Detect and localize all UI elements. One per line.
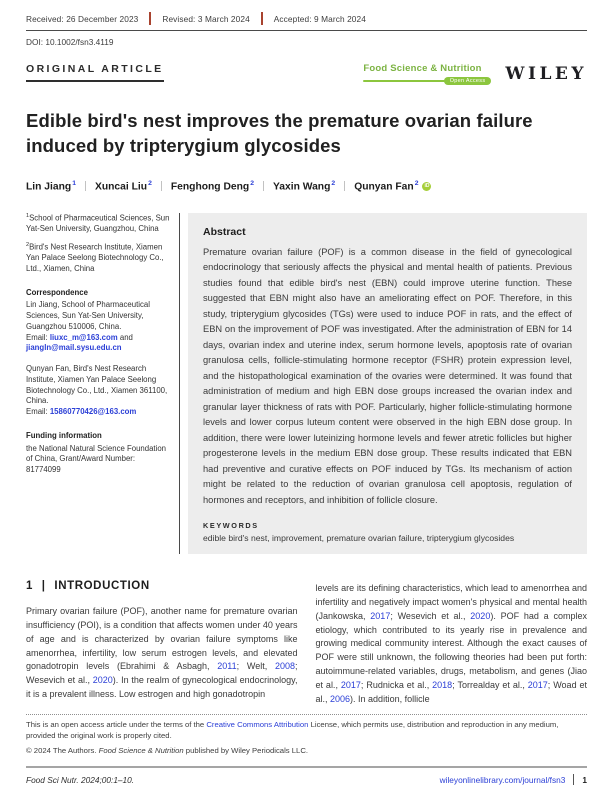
page-number: 1 <box>582 774 587 785</box>
correspondence-heading: Correspondence <box>26 287 88 297</box>
abstract-box <box>188 213 587 555</box>
journal-url-link[interactable]: wileyonlinelibrary.com/journal/fsn3 <box>439 774 566 785</box>
journal-citation: Food Sci Nutr. 2024;00:1–10. <box>26 774 135 785</box>
journal-logo-line <box>363 77 491 85</box>
correspondence-email-2[interactable]: Email: 15860770426@163.com <box>26 407 137 417</box>
author-name: Qunyan Fan <box>354 181 414 193</box>
author <box>354 180 418 192</box>
affiliation-2 <box>26 242 171 275</box>
section-heading: 1 | INTRODUCTION <box>26 580 150 593</box>
revised-date: Revised: 3 March 2024 <box>162 13 250 24</box>
license-note: This is an open access article under the terms of the Creative Commons Attribution License, which permits use, distribution and reproduction in any medium, provided the original work is properly cited. <box>26 720 559 741</box>
doi-text: DOI: 10.1002/fsn3.4119 <box>26 37 114 47</box>
abstract-heading: Abstract <box>203 225 246 238</box>
body-columns <box>26 580 587 706</box>
author-affil-sup: 2 <box>414 180 419 188</box>
author-affil-sup: 1 <box>72 180 76 188</box>
journal-name: Food Science & Nutrition <box>363 63 482 74</box>
keywords-heading: KEYWORDS <box>203 521 259 531</box>
footer-right <box>440 774 587 785</box>
brand-row <box>26 63 587 85</box>
author-name: Fenghong Deng <box>170 181 250 193</box>
body-column-left <box>26 580 298 706</box>
author-divider <box>161 181 162 191</box>
footnote-dotted-rule <box>26 714 587 715</box>
correspondence-address-2: Qunyan Fan, Bird's Nest Research Institute, Xiamen Yan Palace Seelong Biotechnology Co., Ltd., Xiamen 361100, China. <box>26 364 168 406</box>
affil-text: Bird's Nest Research Institute, Xiamen Yan Palace Seelong Biotechnology Co., Ltd., Xiamen, China <box>26 242 164 273</box>
author <box>171 180 254 192</box>
author-list <box>26 180 587 192</box>
author-divider <box>85 181 86 191</box>
footer-divider <box>573 774 574 785</box>
correspondence-address-1: Lin Jiang, School of Pharmaceutical Sciences, Sun Yat-Sen University, Guangzhou 510006, China. <box>26 300 150 331</box>
accepted-date: Accepted: 9 March 2024 <box>273 13 366 24</box>
author-affil-sup: 2 <box>331 180 336 188</box>
intro-paragraph-right: levels are its defining characteristics, which lead to amenorrhea and infertility and negatively impact women's physical and mental health (Jankowska, 2017; Wesevich et al., 2020). POF had a complex etiology, which contributed to its yearly rise in prevalence and growing medical community interest. Although the exact causes of POF were still unknown, the following theories had been put forth: autoimmune-related variables, drugs, metabolism, and genes (Jiao et al., 2017; Rudnicka et al., 2018; Torrealday et al., 2017; Woad et al., 2006). In addition, follicle <box>315 583 588 704</box>
journal-logo <box>363 63 491 85</box>
author-divider <box>344 181 345 191</box>
footer-rule <box>26 766 587 769</box>
abstract-text: Premature ovarian failure (POF) is a common disease in the field of gynecological endocrinology that seriously affects the physical and mental health of patients. Previous studies found that edible bird's nest (EBN) could improve uterine function. These suggested that EBN might also have an ameliorating effect on POF. Therefore, in this study, tripterygium glycosides (TGs) were used to induce POF in rats, and the effect of EBN on the improvement of POF was investigated. After the administration of EBN for 14 days, ovarian index and uterine index, serum hormone levels, apoptosis rate of ovarian granulosa cells, follicle-stimulating hormone receptor (FSHR) protein expression level, and the histopathological examination of the ovaries were determined. It was found that administration of medium and high EBN dose groups increased the ovarian index and granular layer thickness of rats with POF. Particularly, higher follicle-stimulating hormone levels and lower corpus luteum content were observed in the high EBN dose group. In addition, there were lower luteinizing hormone levels and fewer atretic follicles but higher progesterone levels in the medium EBN dose group. These results indicated that EBN had preventive and curative effects on POF induced by TGs. Its mechanism of action might be related to the reduction of ovarian granulosa cell apoptosis, regulation of hormones and receptors, and inhibition of follicle closure. <box>203 246 572 505</box>
author <box>273 180 335 192</box>
abstract-section <box>179 213 587 555</box>
correspondence-email-1[interactable]: Email: liuxc_m@163.com and jiangln@mail.sysu.edu.cn <box>26 332 133 353</box>
main-area <box>26 213 587 555</box>
history-row <box>26 12 587 25</box>
logos <box>363 63 587 85</box>
funding-heading: Funding information <box>26 430 102 440</box>
affil-sup: 2 <box>26 241 30 248</box>
history-divider <box>261 12 263 25</box>
author <box>26 180 76 192</box>
author-affil-sup: 2 <box>250 180 254 188</box>
author-name: Yaxin Wang <box>272 181 331 193</box>
open-access-badge: Open Access <box>444 77 492 85</box>
author-name: Xuncai Liu <box>94 181 148 193</box>
received-date: Received: 26 December 2023 <box>26 13 139 24</box>
keywords-text: edible bird's nest, improvement, premature ovarian failure, tripterygium glycosides <box>203 533 515 544</box>
copyright-note: © 2024 The Authors. Food Science & Nutrition published by Wiley Periodicals LLC. <box>26 746 309 756</box>
affil-sup: 1 <box>26 212 30 219</box>
article-type-label: ORIGINAL ARTICLE <box>26 63 164 82</box>
author-affil-sup: 2 <box>148 180 152 188</box>
author-divider <box>263 181 264 191</box>
body-column-right <box>316 580 588 706</box>
article-title: Edible bird's nest improves the premature ovarian failure induced by tripterygium glycosides <box>26 110 533 156</box>
author-name: Lin Jiang <box>26 181 72 193</box>
header-rule <box>26 30 587 31</box>
wiley-logo: WILEY <box>505 64 587 84</box>
author <box>95 180 152 192</box>
affiliation-1 <box>26 213 171 235</box>
page-bottom <box>26 714 587 785</box>
orcid-icon[interactable]: iD <box>424 182 430 189</box>
funding-text: the National Natural Science Foundation of China, Grant/Award Number: 81774099 <box>26 443 166 475</box>
affil-text: School of Pharmaceutical Sciences, Sun Yat-Sen University, Guangzhou, China <box>26 213 170 233</box>
footer-row <box>26 774 587 785</box>
sidebar <box>26 213 179 555</box>
intro-paragraph-left: Primary ovarian failure (POF), another name for premature ovarian insufficiency (POI), is a condition that affects women under 40 years of age and is characterized by ovarian failure symptoms like amenorrhea, infertility, low serum estrogen levels, and elevated gonadotropin levels (Ebrahimi & Asbagh, 2011; Welt, 2008; Wesevich et al., 2020). In the realm of gynecological endocrinology, it is a prevalent illness. Low estrogen and high gonadotropin <box>26 606 298 699</box>
history-divider <box>149 12 151 25</box>
